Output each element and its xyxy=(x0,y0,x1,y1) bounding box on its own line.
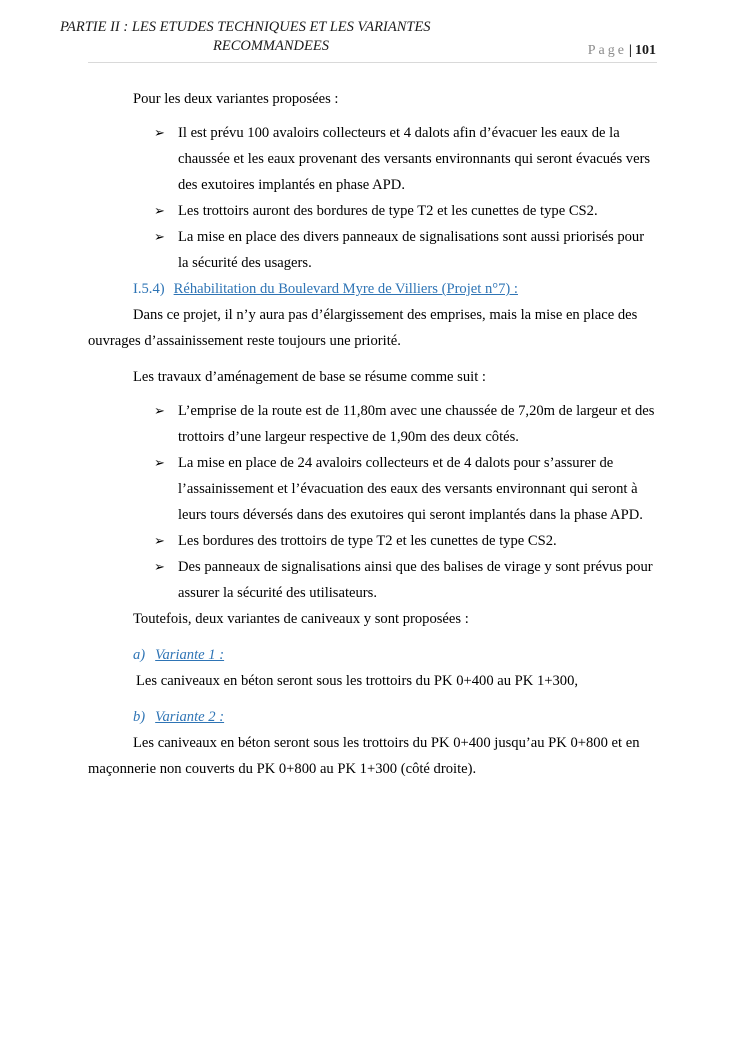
list-item-text: Il est prévu 100 avaloirs collecteurs et 4 dalots afin d’évacuer les eaux de la chaussée et les eaux provenant des versants environnants qui seront évacués vers des exutoires implantés en phase APD. xyxy=(178,125,651,193)
variant2-text: Les caniveaux en béton seront sous les trottoirs du PK 0+400 jusqu’au PK 0+800 et en maçonnerie non couverts du PK 0+800 au PK 1+300 (côté droite). xyxy=(88,735,640,777)
works-bullet-list xyxy=(88,398,658,606)
variant1-letter: a) xyxy=(133,647,146,663)
page-header-title xyxy=(60,18,530,56)
section-heading xyxy=(88,276,658,302)
list-item-text: La mise en place des divers panneaux de signalisations sont aussi priorisés pour la sécurité des usagers. xyxy=(178,229,645,271)
list-item xyxy=(88,450,658,528)
list-item-text: L’emprise de la route est de 11,80m avec une chaussée de 7,20m de largeur et des trottoirs d’une largeur respective de 1,90m des deux côtés. xyxy=(178,403,655,445)
arrow-bullet-icon: ➢ xyxy=(154,203,165,218)
arrow-bullet-icon: ➢ xyxy=(154,455,165,470)
page-separator: | xyxy=(628,43,632,58)
arrow-bullet-icon: ➢ xyxy=(154,125,165,140)
list-item xyxy=(88,528,658,554)
arrow-bullet-icon: ➢ xyxy=(154,229,165,244)
intro-paragraph: Pour les deux variantes proposées : xyxy=(133,91,339,107)
arrow-bullet-icon: ➢ xyxy=(154,533,165,548)
list-item-text: Des panneaux de signalisations ainsi que des balises de virage y sont prévus pour assurer la sécurité des utilisateurs. xyxy=(178,559,653,601)
list-item xyxy=(88,198,658,224)
list-item xyxy=(88,398,658,450)
page-number-value: 101 xyxy=(635,43,656,58)
list-item-text: Les trottoirs auront des bordures de type T2 et les cunettes de type CS2. xyxy=(178,203,598,219)
arrow-bullet-icon: ➢ xyxy=(154,559,165,574)
variant2-title: Variante 2 : xyxy=(155,709,225,725)
list-item-text: Les bordures des trottoirs de type T2 et les cunettes de type CS2. xyxy=(178,533,557,549)
variant2-letter: b) xyxy=(133,709,146,725)
variant1-text: Les caniveaux en béton seront sous les trottoirs du PK 0+400 au PK 1+300, xyxy=(136,673,579,689)
variant1-heading xyxy=(88,642,658,668)
list-item xyxy=(88,224,658,276)
variant1-title: Variante 1 : xyxy=(155,647,225,663)
list-item-text: La mise en place de 24 avaloirs collecteurs et de 4 dalots pour s’assurer de l’assainissement et l’évacuation des eaux des versants environnant qui seront à leurs tours déversés dans des exutoires qui seront implantés dans la phase APD. xyxy=(178,455,643,523)
page-label: Page xyxy=(587,43,627,58)
list-item xyxy=(88,120,658,198)
list-item xyxy=(88,554,658,606)
page-number xyxy=(588,43,656,59)
variant2-heading xyxy=(88,704,658,730)
works-paragraph: Les travaux d’aménagement de base se résume comme suit : xyxy=(133,369,486,385)
however-paragraph: Toutefois, deux variantes de caniveaux y sont proposées : xyxy=(133,611,469,627)
section-number: I.5.4) xyxy=(133,281,165,297)
variants-bullet-list xyxy=(88,120,658,276)
section-title: Réhabilitation du Boulevard Myre de Villiers (Projet n°7) : xyxy=(173,281,518,297)
document-body xyxy=(88,86,658,782)
header-divider xyxy=(88,62,657,63)
header-title-line1: PARTIE II : LES ETUDES TECHNIQUES ET LES VARIANTES xyxy=(60,19,431,35)
arrow-bullet-icon: ➢ xyxy=(154,403,165,418)
project-paragraph: Dans ce projet, il n’y aura pas d’élargissement des emprises, mais la mise en place des ouvrages d’assainissement reste toujours une priorité. xyxy=(88,307,638,349)
header-title-line2: RECOMMANDEES xyxy=(213,38,329,54)
